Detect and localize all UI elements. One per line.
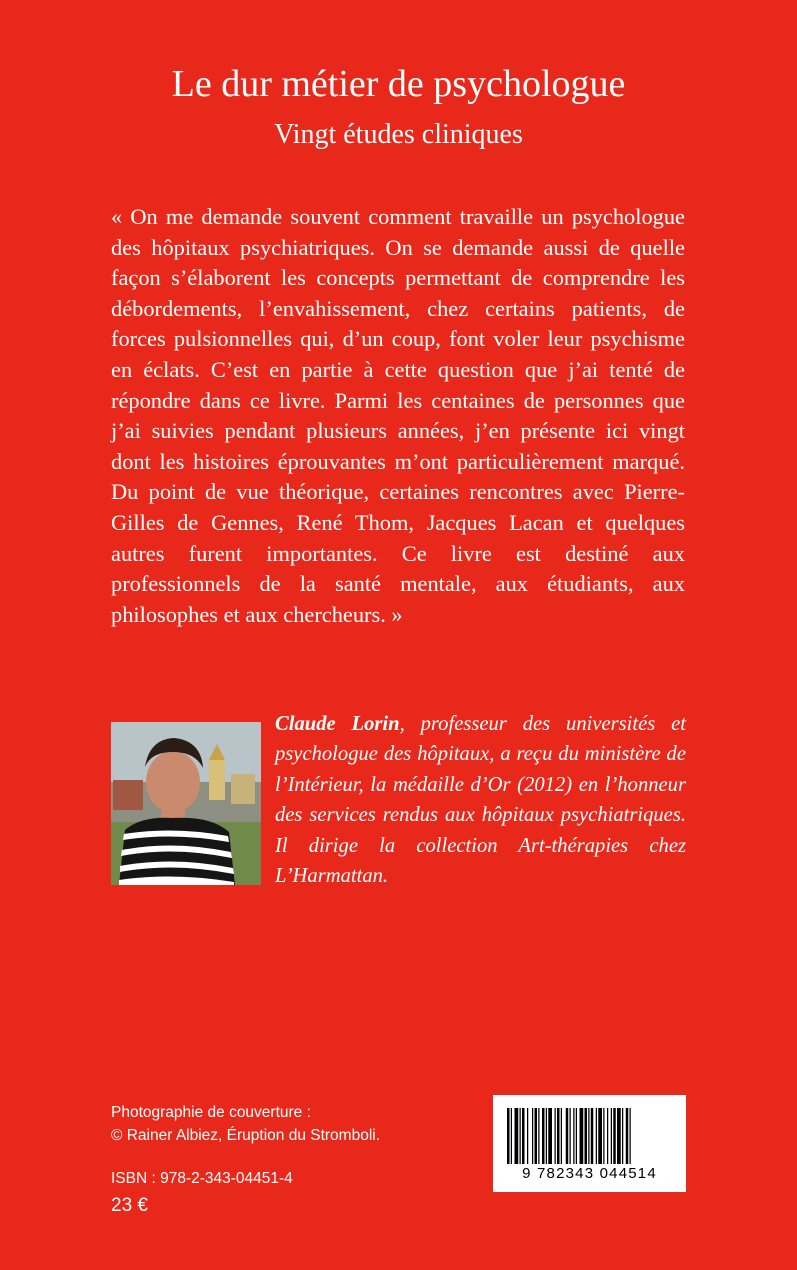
barcode-bar [527,1108,528,1164]
credit-line-2: © Rainer Albiez, Éruption du Stromboli. [111,1127,381,1144]
barcode-bar [561,1108,562,1164]
barcode-bar [522,1108,525,1164]
barcode-bar [566,1108,569,1164]
barcode-digits: 9 782343 044514 [522,1165,657,1182]
barcode-bar [630,1108,631,1164]
book-title: Le dur métier de psychologue [171,63,626,105]
price: 23 € [111,1195,148,1216]
barcode-bar [507,1108,510,1164]
barcode-bar [611,1108,612,1164]
barcode-bar [532,1108,533,1164]
credit-line-1: Photographie de couverture : [111,1104,311,1121]
barcode [493,1095,686,1192]
barcode-bar [622,1108,623,1164]
barcode-bar [535,1108,538,1164]
barcode-bar [546,1108,547,1164]
isbn: ISBN : 978-2-343-04451-4 [111,1170,293,1187]
barcode-bar [511,1108,512,1164]
book-subtitle: Vingt études cliniques [274,119,523,150]
barcode-bar [613,1108,616,1164]
barcode-bar [591,1108,594,1164]
author-name: Claude Lorin [275,713,400,735]
barcode-bar [607,1108,608,1164]
barcode-bar [538,1108,539,1164]
barcode-bar [588,1108,589,1164]
barcode-bar [598,1108,602,1164]
author-photo [111,722,261,885]
cover-credits [111,1101,481,1147]
barcode-bar [626,1108,629,1164]
barcode-bar [573,1108,574,1164]
barcode-bar [555,1108,556,1164]
barcode-bar [580,1108,584,1164]
barcode-bar [576,1108,577,1164]
barcode-bar [617,1108,621,1164]
barcode-bar [603,1108,604,1164]
barcode-bar [596,1108,597,1164]
author-bio-text: , professeur des universités et psychologue des hôpitaux, a reçu du ministère de l’Intérieur, la médaille d’Or (2012) en l’honneur des services rendus aux hôpitaux psychiatriques. Il dirige la collection Art-thérapies chez L’Harmattan. [275,713,686,888]
barcode-bar [585,1108,588,1164]
author-bio [275,709,686,891]
barcode-bar [548,1108,552,1164]
barcode-bar [570,1108,571,1164]
back-cover-blurb: « On me demande souvent comment travaille un psychologue des hôpitaux psychiatriques. On se demande aussi de quelle façon s’élaborent les concepts permettant de comprendre les débordements, l’envahissement, chez certains patients, de forces pulsionnelles qui, d’un coup, font voler leur psychisme en éclats. C’est en partie à cette question que j’ai tenté de répondre dans ce livre. Parmi les centaines de personnes que j’ai suivies pendant plusieurs années, j’en présente ici vingt dont les histoires éprouvantes m’ont particulièrement marqué. Du point de vue théorique, certaines rencontres avec Pierre-Gilles de Gennes, René Thom, Jacques Lacan et quelques autres furent importantes. Ce livre est destiné aux professionnels de la santé mentale, aux étudiants, aux philosophes et aux chercheurs. » [111,204,685,627]
barcode-bar [515,1108,519,1164]
barcode-bar [557,1108,560,1164]
barcode-bar [520,1108,521,1164]
barcode-bar [542,1108,545,1164]
barcode-bars [507,1108,672,1164]
